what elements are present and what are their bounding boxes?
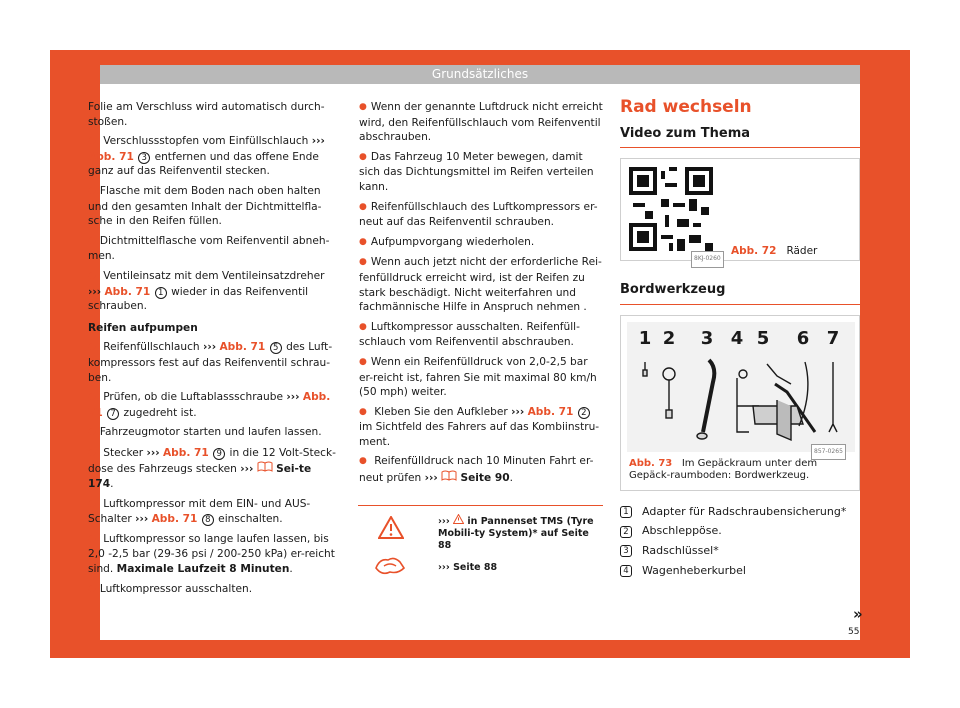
section-title: Rad wechseln [620, 97, 752, 117]
notice-box [358, 505, 603, 640]
chevron-icon: ››› [438, 562, 450, 573]
item-label: Radschlüssel* [642, 543, 719, 557]
chevron-icon: ››› [438, 516, 450, 527]
tool-label-3: 3 [700, 327, 714, 349]
callout-number: 8 [202, 514, 214, 526]
page-link[interactable]: Sei-te 174 [88, 463, 312, 491]
tool-label-6: 6 [796, 327, 810, 349]
chevron-icon: ››› [88, 285, 102, 298]
tools-illustration [627, 322, 855, 452]
tool-label-4: 4 [730, 327, 744, 349]
callout-number: 9 [213, 448, 225, 460]
bullet-item: ● Dichtmittelflasche vom Reifenventil abneh-men. [88, 234, 338, 264]
book-icon [441, 470, 457, 481]
qr-figure [620, 158, 860, 261]
tool-label-1: 1 [638, 327, 652, 349]
list-item [620, 564, 860, 579]
figure-link[interactable]: Abb. 71 [162, 446, 209, 459]
tools-drawing [627, 322, 855, 452]
image-id: 857-0265 [811, 444, 846, 461]
tools-figure [620, 315, 860, 491]
chevron-icon: ››› [424, 472, 438, 485]
item-number: 4 [620, 565, 632, 577]
page-link[interactable]: Seite 90 [460, 472, 510, 485]
item-number: 1 [620, 506, 632, 518]
bullet-item: ● Luftkompressor ausschalten. Reifenfüll-schlauch vom Reifenventil abschrauben. [359, 320, 604, 350]
bullet-item: ● Das Fahrzeug 10 Meter bewegen, damit sich das Dichtungsmittel im Reifen verteilen kann. [359, 150, 604, 195]
bullet-item: ● Luftkompressor so lange laufen lassen, bis 2,0 -2,5 bar (29-36 psi / 200-250 kPa) er-reicht sind. Maximale Laufzeit 8 Minuten. [88, 532, 338, 577]
manual-page [88, 65, 863, 640]
bullet-item: ● Ventileinsatz mit dem Ventileinsatzdreher ››› Abb. 71 1 wieder in das Reifenventil schrauben. [88, 269, 338, 314]
chevron-icon: ››› [240, 463, 254, 476]
notice-environment-text: ››› Seite 88 [438, 562, 498, 573]
bullet-item: ● Reifenfüllschlauch ››› Abb. 71 5 des Luft-kompressors fest auf das Reifenventil schrau-ben. [88, 340, 338, 385]
bullet-item: ● Fahrzeugmotor starten und laufen lassen. [88, 425, 338, 441]
chevron-icon: ››› [135, 513, 149, 526]
figure-link[interactable]: Abb. 71 [527, 405, 574, 418]
notice-warning-text: ››› in Pannenset TMS (Tyre Mobili-ty System)* auf Seite 88 [438, 516, 594, 551]
figure-link[interactable]: Abb. 71 [104, 285, 151, 298]
list-item [620, 544, 860, 559]
warning-icon [378, 516, 404, 539]
environment-icon [374, 554, 406, 576]
paragraph: Folie am Verschluss wird automatisch durch-stoßen. [88, 101, 325, 128]
chevron-icon: ››› [146, 446, 160, 459]
bullet-item: ● Kleben Sie den Aufkleber ››› Abb. 71 2 im Sichtfeld des Fahrers auf das Kombiinstru-ment. [359, 405, 604, 450]
tool-label-5: 5 [756, 327, 770, 349]
bullet-item: ● Flasche mit dem Boden nach oben halten und den gesamten Inhalt der Dichtmittelfla-sche in den Reifen füllen. [88, 184, 338, 229]
bullet-item: ● Prüfen, ob die Luftablassschraube ››› Abb. 71 7 zugedreht ist. [88, 390, 338, 420]
bullet-item: ● Wenn ein Reifenfülldruck von 2,0-2,5 bar er-reicht ist, fahren Sie mit maximal 80 km/h (50 mph) weiter. [359, 355, 604, 400]
page-header: Grundsätzliches [100, 65, 860, 84]
column-2 [359, 100, 604, 491]
callout-number: 5 [270, 342, 282, 354]
item-label: Wagenheberkurbel [642, 563, 746, 577]
callout-number: 1 [155, 287, 167, 299]
video-heading: Video zum Thema [620, 127, 860, 149]
figure-link[interactable]: Abb. 71 [219, 341, 266, 354]
chevron-icon: ››› [511, 405, 525, 418]
qr-code-icon [629, 167, 713, 251]
bullet-item: ● Stecker ››› Abb. 71 9 in die 12 Volt-Steck-dose des Fahrzeugs stecken ››› Sei-te 174. [88, 446, 338, 492]
tools-heading: Bordwerkzeug [620, 283, 860, 305]
column-1 [88, 100, 338, 602]
figure-caption: Abb. 73 Im Gepäckraum unter dem Gepäck-raumboden: Bordwerkzeug. [629, 457, 818, 482]
bullet-item: ● Wenn der genannte Luftdruck nicht erreicht wird, den Reifenfüllschlauch vom Reifenventil abschrauben. [359, 100, 604, 145]
bullet-item: ● Luftkompressor mit dem EIN- und AUS-Schalter ››› Abb. 71 8 einschalten. [88, 497, 338, 527]
list-item [620, 524, 860, 539]
qr-code[interactable] [629, 167, 713, 251]
bullet-item: ● Wenn auch jetzt nicht der erforderliche Rei-fenfülldruck erreicht wird, ist der Reifen zu stark beschädigt. Nicht weiterfahren und fachmännische Hilfe in Anspruch nehmen . [359, 255, 604, 314]
bullet-item: ● Reifenfüllschlauch des Luftkompressors er-neut auf das Reifenventil schrauben. [359, 200, 604, 230]
figure-link[interactable]: Abb. 71 [88, 150, 134, 163]
chevron-icon: ››› [311, 135, 325, 148]
callout-number: 7 [107, 408, 119, 420]
list-item [620, 505, 860, 520]
warning-icon [453, 514, 464, 524]
item-label: Adapter für Radschraubensicherung* [642, 504, 847, 518]
callout-number: 2 [578, 407, 590, 419]
tool-label-7: 7 [826, 327, 840, 349]
chevron-icon: ››› [286, 391, 300, 404]
figure-caption: Abb. 72 Räder [731, 245, 818, 258]
continue-mark: » [853, 605, 863, 623]
figure-link[interactable]: Abb. 71 [151, 513, 198, 526]
bullet-item: ● Reifenfülldruck nach 10 Minuten Fahrt er-neut prüfen ››› Seite 90. [359, 454, 604, 485]
subheading: Reifen aufpumpen [88, 321, 198, 334]
tool-label-2: 2 [662, 327, 676, 349]
page-number: 55 [848, 627, 860, 637]
tool-number-labels [639, 328, 840, 349]
bullet-item: ● Verschlussstopfen vom Einfüllschlauch ››› Abb. 71 3 entfernen und das offene Ende ganz auf das Reifenventil stecken. [88, 134, 338, 179]
book-icon [257, 461, 273, 472]
tools-list [620, 505, 860, 578]
image-id: 8KJ-0260 [691, 251, 724, 268]
column-3 [620, 97, 860, 583]
bullet-item: ● Luftkompressor ausschalten. [88, 582, 338, 598]
item-number: 2 [620, 526, 632, 538]
item-label: Abschleppöse. [642, 524, 722, 538]
bullet-item: ● Aufpumpvorgang wiederholen. [359, 235, 604, 251]
figure-link[interactable]: Abb. 71 [88, 391, 331, 419]
item-number: 3 [620, 545, 632, 557]
callout-number: 3 [138, 152, 150, 164]
chevron-icon: ››› [203, 341, 217, 354]
